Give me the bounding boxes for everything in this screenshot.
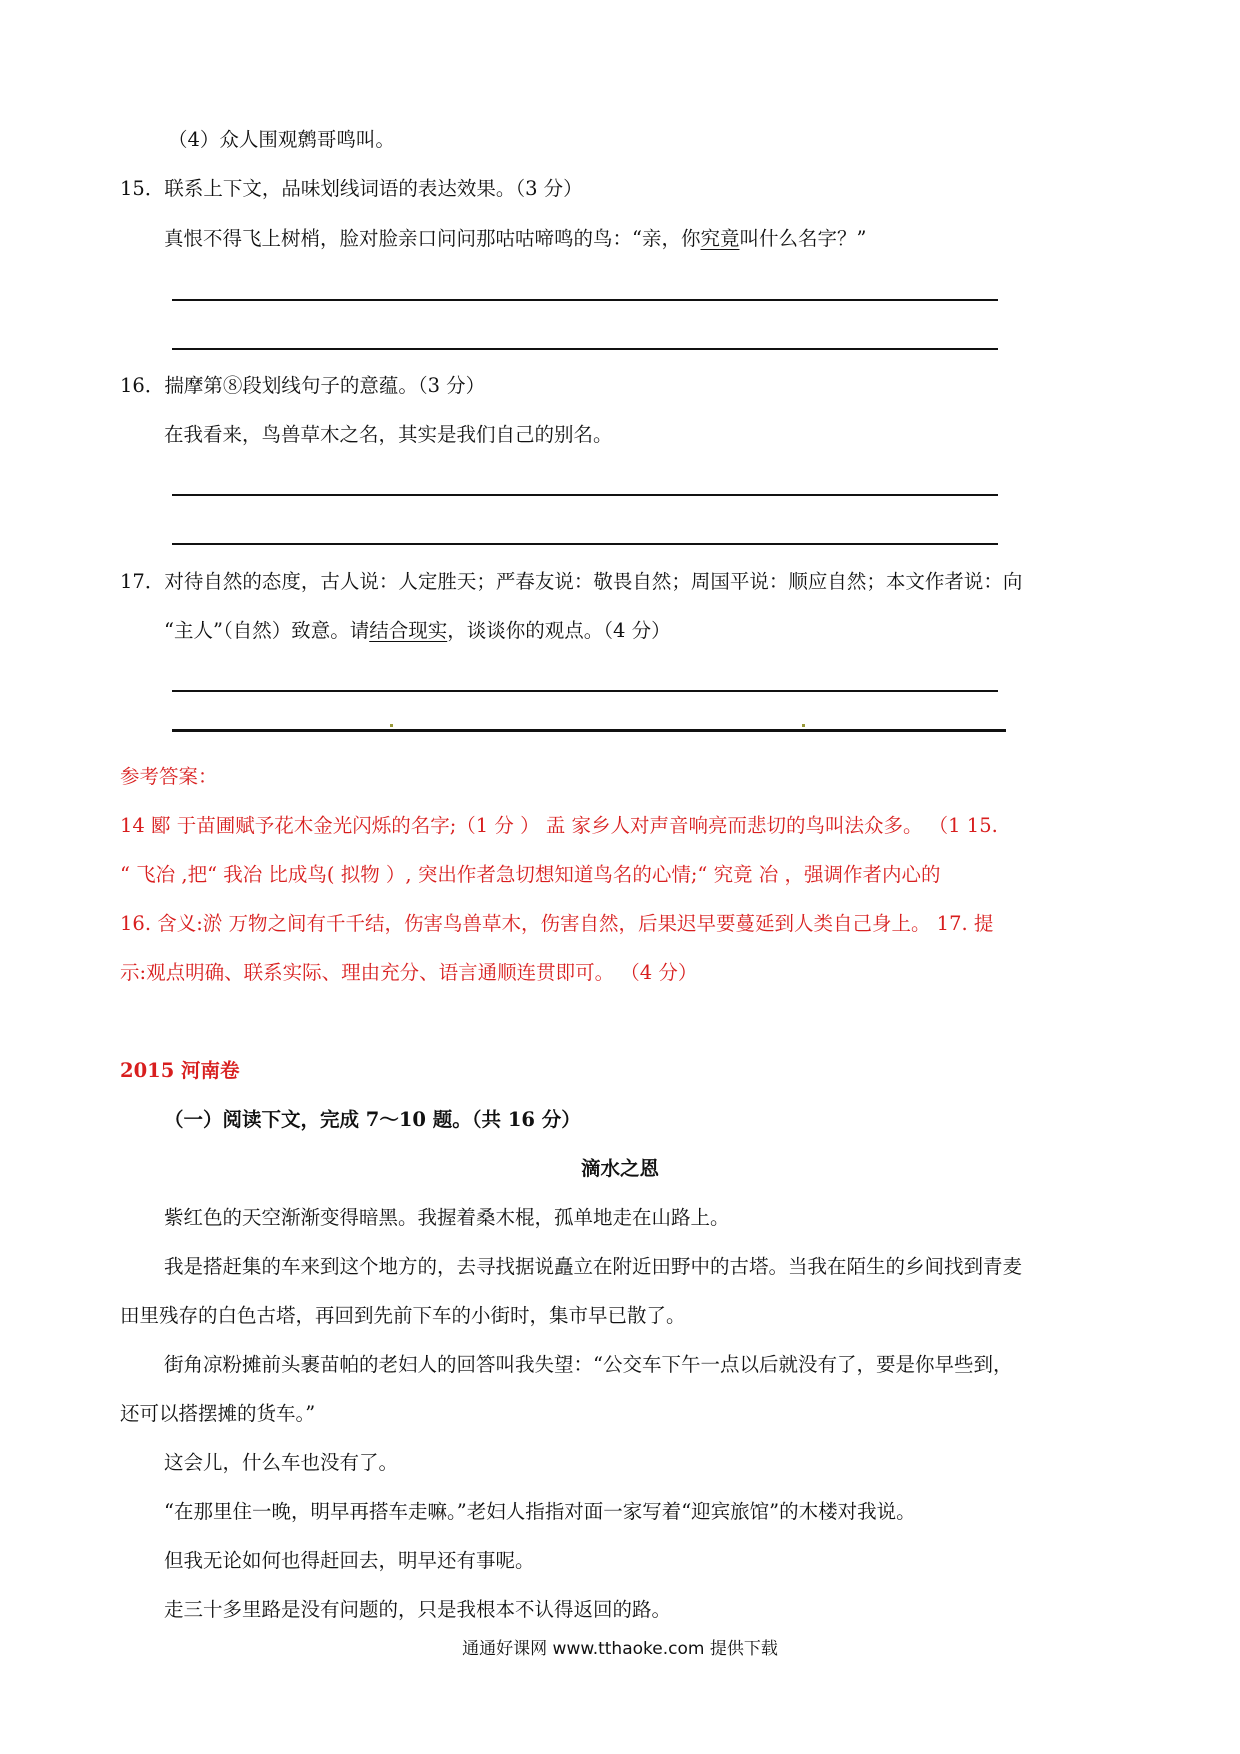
answer-line-1: 14 郾 于苗圃赋予花木金光闪烁的名字;（1 分 ） 盂 家乡人对声音响亮而悲切的鸟叫法众多。 （1 15.: [120, 814, 998, 837]
q15-sentence-after: 叫什么名字？”: [739, 227, 867, 250]
q17-answer-line-1: [172, 690, 998, 692]
passage-paragraph: 这会儿，什么车也没有了。: [164, 1451, 399, 1474]
q17-underlined-phrase: 结合现实: [369, 619, 448, 642]
answer-line-4: 示:观点明确、联系实际、理由充分、语言通顺连贯即可。 （4 分）: [120, 961, 698, 984]
q15-underlined-word: 究竟: [700, 227, 740, 250]
section-instruction: （一）阅读下文，完成 7～10 题。（共 16 分）: [164, 1108, 581, 1131]
passage-paragraph: 街角凉粉摊前头裹苗帕的老妇人的回答叫我失望：“公交车下午一点以后就没有了，要是你早些到，: [164, 1353, 1013, 1376]
answer-line-2: “ 飞冶 ,把“ 我冶 比成鸟( 拟物 ）, 突出作者急切想知道鸟名的心情;“ 究竟 冶 ，强调作者内心的: [120, 863, 941, 886]
scan-speck: [802, 724, 805, 727]
q16-sentence: 在我看来，鸟兽草木之名，其实是我们自己的别名。: [164, 423, 613, 446]
passage-paragraph: “在那里住一晚，明早再搭车走嘛。”老妇人指指对面一家写着“迎宾旅馆”的木楼对我说。: [164, 1500, 916, 1523]
answers-heading: 参考答案：: [120, 765, 218, 788]
q16-answer-line-1: [172, 494, 998, 496]
q15-sentence-before: 真恨不得飞上树梢，脸对脸亲口问问那咕咕啼鸣的鸟：“亲，你: [164, 227, 701, 250]
passage-paragraph: 我是搭赶集的车来到这个地方的，去寻找据说矗立在附近田野中的古塔。当我在陌生的乡间找到青麦: [164, 1255, 1023, 1278]
passage-paragraph: 还可以搭摆摊的货车。”: [120, 1402, 316, 1425]
answer-line-3: 16. 含义:淤 万物之间有千千结，伤害鸟兽草木，伤害自然，后果迟早要蔓延到人类自己身上。 17. 提: [120, 912, 994, 935]
q14-option-4: （4）众人围观鹩哥鸣叫。: [168, 128, 395, 151]
passage-paragraph: 田里残存的白色古塔，再回到先前下车的小街时，集市早已散了。: [120, 1304, 686, 1327]
q17-prompt-before: “主人”（自然）致意。请: [164, 619, 370, 642]
q17-prompt-line-2: [164, 617, 671, 645]
passage-paragraph: 但我无论如何也得赶回去，明早还有事呢。: [164, 1549, 535, 1572]
q15-sentence: [164, 225, 866, 253]
scan-speck: [390, 724, 393, 727]
q15-answer-line-2: [172, 348, 998, 350]
passage-title: 滴水之恩: [580, 1157, 659, 1180]
passage-paragraph: 紫红色的天空渐渐变得暗黑。我握着桑木棍，孤单地走在山路上。: [164, 1206, 730, 1229]
q16-prompt: 16．揣摩第⑧段划线句子的意蕴。（3 分）: [120, 374, 486, 397]
q17-answer-line-2: [172, 729, 1006, 732]
page-footer: 通通好课网 www.tthaoke.com 提供下载: [462, 1639, 778, 1659]
q16-answer-line-2: [172, 543, 998, 545]
q17-prompt-line-1: 17．对待自然的态度，古人说：人定胜天；严春友说：敬畏自然；周国平说：顺应自然；本文作者说：向: [120, 570, 1023, 593]
q15-prompt: 15．联系上下文，品味划线词语的表达效果。（3 分）: [120, 177, 583, 200]
q17-prompt-after: ，谈谈你的观点。（4 分）: [447, 619, 671, 642]
q15-answer-line-1: [172, 299, 998, 301]
passage-paragraph: 走三十多里路是没有问题的，只是我根本不认得返回的路。: [164, 1598, 672, 1621]
section-heading: 2015 河南卷: [120, 1059, 240, 1082]
